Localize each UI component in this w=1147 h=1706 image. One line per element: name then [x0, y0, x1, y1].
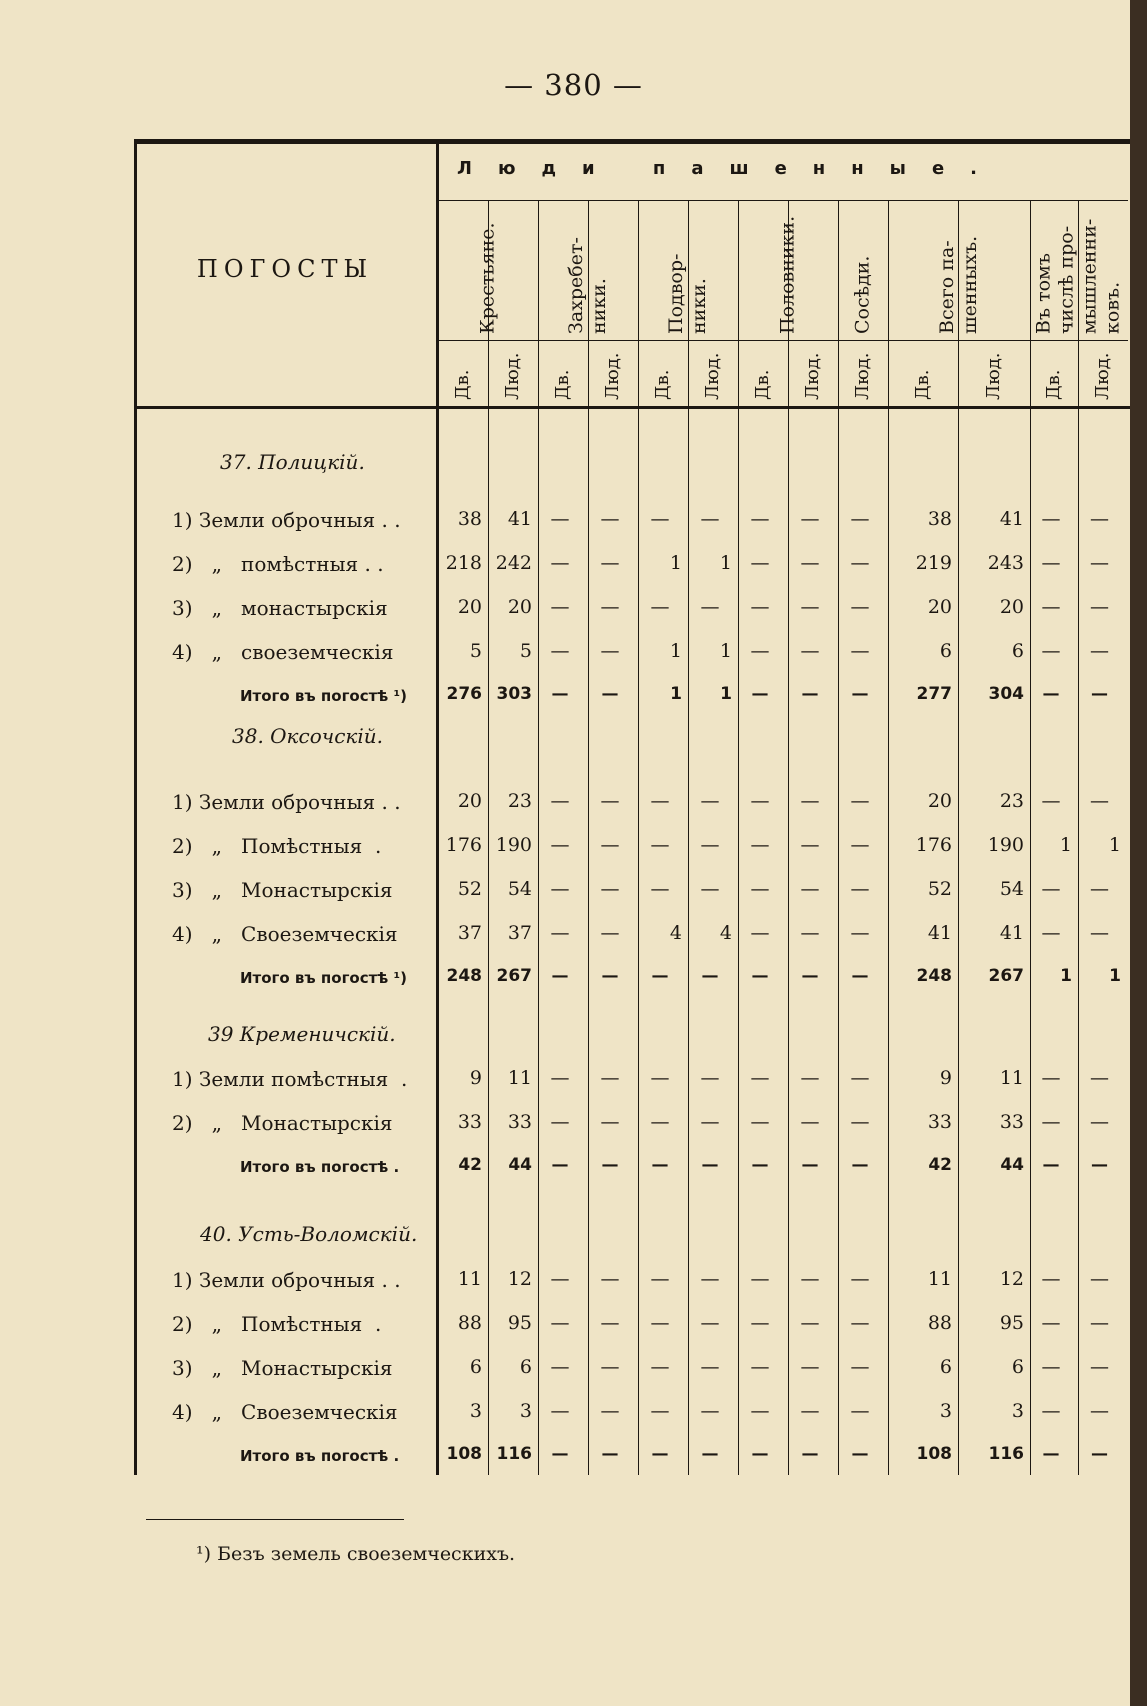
table-cell: — — [850, 508, 870, 530]
header-separator — [134, 406, 1130, 409]
table-cell: — — [750, 552, 770, 574]
table-cell: — — [650, 834, 670, 856]
row-label: 1) Земли оброчныя . . — [172, 1268, 401, 1292]
table-cell: — — [700, 1111, 720, 1133]
table-cell: — — [1090, 790, 1109, 812]
table-cell: 12 — [999, 1268, 1024, 1290]
table-cell: — — [850, 1312, 870, 1334]
sub-header: Дв. — [452, 369, 473, 400]
table-cell: — — [550, 552, 570, 574]
table-cell: — — [1041, 790, 1061, 812]
table-cell: — — [800, 922, 820, 944]
table-cell: 11 — [457, 1268, 482, 1290]
total-cell: — — [751, 1155, 769, 1175]
table-cell: 37 — [457, 922, 482, 944]
row-label: 4) „ Своеземческія — [172, 922, 398, 946]
total-row-label: Итого въ погостѣ . — [240, 1447, 400, 1465]
column-header: Сосѣди. — [851, 255, 874, 334]
table-cell: 3 — [469, 1400, 482, 1422]
table-cell: — — [650, 1111, 670, 1133]
section-title: 37. Полицкій. — [220, 450, 365, 474]
row-label: 1) Земли помѣстныя . — [172, 1067, 408, 1091]
table-cell: — — [550, 596, 570, 618]
table-cell: — — [650, 1400, 670, 1422]
table-cell: — — [600, 552, 620, 574]
table-cell: — — [1041, 508, 1061, 530]
row-label: 3) „ монастырскія — [172, 596, 388, 620]
table-cell: — — [800, 552, 820, 574]
total-cell: — — [1091, 684, 1108, 704]
table-cell: 190 — [987, 834, 1024, 856]
table-cell: 6 — [1011, 640, 1024, 662]
table-cell: — — [1041, 878, 1061, 900]
total-cell: — — [651, 1444, 669, 1464]
table-cell: 5 — [519, 640, 532, 662]
total-cell: — — [651, 1155, 669, 1175]
column-header: Захребет- ники. — [565, 237, 610, 334]
table-cell: — — [550, 790, 570, 812]
table-cell: 23 — [999, 790, 1024, 812]
row-label: 4) „ Своеземческія — [172, 1400, 398, 1424]
table-cell: — — [600, 834, 620, 856]
table-cell: 95 — [507, 1312, 532, 1334]
table-cell: 88 — [927, 1312, 952, 1334]
total-cell: 304 — [988, 684, 1024, 704]
total-cell: — — [601, 1444, 619, 1464]
total-cell: 116 — [496, 1444, 532, 1464]
sub-header: Люд. — [983, 352, 1004, 400]
table-cell: 41 — [507, 508, 532, 530]
total-cell: — — [701, 1155, 719, 1175]
table-cell: 3 — [939, 1400, 952, 1422]
table-cell: — — [1090, 596, 1109, 618]
table-cell: — — [700, 1400, 720, 1422]
table-cell: — — [650, 1067, 670, 1089]
table-cell: — — [1090, 1356, 1109, 1378]
table-cell: — — [800, 790, 820, 812]
row-label: 4) „ своеземческія — [172, 640, 394, 664]
table-cell: — — [850, 834, 870, 856]
total-cell: — — [851, 966, 869, 986]
total-cell: 267 — [988, 966, 1024, 986]
total-cell: 1 — [720, 684, 732, 704]
total-cell: 42 — [928, 1155, 952, 1175]
table-cell: — — [700, 1067, 720, 1089]
table-cell: — — [1041, 1111, 1061, 1133]
table-cell: 52 — [457, 878, 482, 900]
table-cell: 6 — [1011, 1356, 1024, 1378]
row-label: 2) „ помѣстныя . . — [172, 552, 384, 576]
table-cell: — — [600, 1067, 620, 1089]
table-cell: — — [650, 878, 670, 900]
total-cell: — — [801, 1444, 819, 1464]
table-cell: — — [600, 596, 620, 618]
table-cell: — — [700, 596, 720, 618]
table-cell: 176 — [445, 834, 482, 856]
table-cell: — — [1041, 922, 1061, 944]
table-cell: — — [750, 1356, 770, 1378]
total-cell: 42 — [458, 1155, 482, 1175]
table-cell: — — [850, 1268, 870, 1290]
table-cell: — — [850, 790, 870, 812]
table-cell: — — [750, 834, 770, 856]
total-cell: — — [1042, 1155, 1060, 1175]
table-cell: — — [700, 1312, 720, 1334]
table-cell: 6 — [469, 1356, 482, 1378]
total-cell: 1 — [1060, 966, 1072, 986]
total-cell: — — [851, 1155, 869, 1175]
table-cell: — — [1090, 508, 1109, 530]
sub-header: Люд. — [502, 352, 523, 400]
table-cell: — — [1041, 1356, 1061, 1378]
total-cell: — — [551, 1155, 569, 1175]
table-cell: — — [600, 1312, 620, 1334]
table-cell: — — [600, 508, 620, 530]
table-cell: — — [800, 1356, 820, 1378]
total-cell: — — [651, 966, 669, 986]
table-cell: — — [700, 1268, 720, 1290]
total-cell: — — [1091, 1444, 1108, 1464]
table-cell: 38 — [457, 508, 482, 530]
total-cell: — — [801, 966, 819, 986]
total-cell: 108 — [916, 1444, 952, 1464]
section-title: 40. Усть-Воломскій. — [200, 1222, 418, 1246]
table-cell: — — [650, 508, 670, 530]
sub-header: Люд. — [602, 352, 623, 400]
table-cell: 4 — [669, 922, 682, 944]
table-cell: — — [550, 878, 570, 900]
table-cell: — — [700, 790, 720, 812]
total-cell: — — [751, 1444, 769, 1464]
table-cell: 6 — [939, 1356, 952, 1378]
section-title: 39 Кременичскій. — [208, 1022, 396, 1046]
table-cell: 95 — [999, 1312, 1024, 1334]
sub-header: Люд. — [702, 352, 723, 400]
total-cell: 1 — [670, 684, 682, 704]
total-cell: 108 — [446, 1444, 482, 1464]
table-cell: — — [750, 596, 770, 618]
total-cell: — — [601, 684, 619, 704]
page-number: — 380 — — [504, 68, 643, 102]
table-cell: 88 — [457, 1312, 482, 1334]
total-cell: — — [851, 684, 869, 704]
table-cell: — — [750, 878, 770, 900]
table-cell: 5 — [469, 640, 482, 662]
table-cell: — — [850, 1356, 870, 1378]
table-cell: — — [1041, 1268, 1061, 1290]
table-cell: — — [1041, 640, 1061, 662]
table-cell: — — [650, 790, 670, 812]
table-cell: 1 — [669, 552, 682, 574]
total-cell: — — [801, 684, 819, 704]
row-label: 2) „ Помѣстныя . — [172, 1312, 382, 1336]
table-cell: 4 — [719, 922, 732, 944]
table-cell: 54 — [507, 878, 532, 900]
table-cell: — — [800, 834, 820, 856]
table-cell: — — [1041, 596, 1061, 618]
total-cell: — — [1042, 684, 1060, 704]
table-cell: — — [800, 878, 820, 900]
row-label: 2) „ Монастырскія — [172, 1111, 393, 1135]
header-rule-top — [438, 200, 1128, 201]
table-cell: — — [800, 1268, 820, 1290]
table-cell: 33 — [927, 1111, 952, 1133]
table-cell: 6 — [939, 640, 952, 662]
table-cell: — — [550, 1067, 570, 1089]
table-cell: — — [750, 1312, 770, 1334]
table-cell: — — [600, 1268, 620, 1290]
table-cell: — — [1090, 640, 1109, 662]
table-cell: — — [650, 596, 670, 618]
total-row-label: Итого въ погостѣ ¹) — [240, 687, 407, 705]
table-cell: 6 — [519, 1356, 532, 1378]
total-cell: — — [751, 966, 769, 986]
table-cell: — — [550, 834, 570, 856]
table-cell: 1 — [1059, 834, 1072, 856]
table-cell: 33 — [457, 1111, 482, 1133]
sub-header: Дв. — [912, 369, 933, 400]
footnote-rule — [146, 1519, 404, 1520]
sub-header: Дв. — [752, 369, 773, 400]
table-cell: — — [700, 878, 720, 900]
table-cell: — — [700, 508, 720, 530]
table-cell: — — [550, 1111, 570, 1133]
sub-header: Люд. — [1091, 352, 1113, 400]
section-title: 38. Оксочскій. — [232, 724, 383, 748]
table-cell: — — [550, 640, 570, 662]
table-cell: — — [800, 640, 820, 662]
table-cell: 41 — [927, 922, 952, 944]
total-cell: 248 — [446, 966, 482, 986]
table-cell: — — [800, 1312, 820, 1334]
table-cell: — — [1090, 1312, 1109, 1334]
row-label: 3) „ Монастырскія — [172, 1356, 393, 1380]
table-cell: — — [750, 640, 770, 662]
row-label: 2) „ Помѣстныя . — [172, 834, 382, 858]
header-rule-sub — [438, 340, 1128, 341]
total-cell: — — [801, 1155, 819, 1175]
table-cell: — — [700, 834, 720, 856]
sub-header: Дв. — [1043, 369, 1064, 400]
table-cell: 20 — [457, 790, 482, 812]
column-header: Всего па- шенныхъ. — [936, 235, 981, 334]
table-cell: — — [750, 508, 770, 530]
table-cell: — — [600, 790, 620, 812]
table-cell: 3 — [1011, 1400, 1024, 1422]
table-cell: — — [750, 922, 770, 944]
total-row-label: Итого въ погостѣ ¹) — [240, 969, 407, 987]
table-cell: 12 — [507, 1268, 532, 1290]
table-cell: — — [800, 596, 820, 618]
total-row-label: Итого въ погостѣ . — [240, 1158, 400, 1176]
table-cell: 54 — [999, 878, 1024, 900]
table-cell: — — [850, 552, 870, 574]
column-header: Подвор- ники. — [665, 253, 710, 334]
table-cell: — — [1090, 922, 1109, 944]
table-cell: — — [800, 1400, 820, 1422]
total-cell: — — [1091, 1155, 1108, 1175]
total-cell: — — [551, 966, 569, 986]
table-cell: — — [600, 922, 620, 944]
table-cell: — — [1041, 1400, 1061, 1422]
table-cell: 218 — [445, 552, 482, 574]
table-cell: — — [750, 1111, 770, 1133]
sub-header: Дв. — [552, 369, 573, 400]
table-cell: 190 — [495, 834, 532, 856]
table-cell: 11 — [999, 1067, 1024, 1089]
total-cell: — — [851, 1444, 869, 1464]
table-cell: — — [650, 1312, 670, 1334]
table-cell: — — [600, 640, 620, 662]
total-cell: 44 — [508, 1155, 532, 1175]
footnote: ¹) Безъ земель своеземческихъ. — [196, 1543, 516, 1565]
table-cell: — — [600, 1111, 620, 1133]
total-cell: 276 — [446, 684, 482, 704]
table-cell: — — [600, 878, 620, 900]
table-cell: — — [850, 878, 870, 900]
table-cell: 33 — [999, 1111, 1024, 1133]
table-cell: — — [600, 1356, 620, 1378]
page-edge — [1130, 0, 1147, 1706]
table-cell: 38 — [927, 508, 952, 530]
total-cell: — — [701, 1444, 719, 1464]
total-cell: 248 — [916, 966, 952, 986]
table-cell: 23 — [507, 790, 532, 812]
total-cell: 116 — [988, 1444, 1024, 1464]
total-cell: — — [551, 684, 569, 704]
table-cell: — — [850, 1067, 870, 1089]
table-cell: 9 — [469, 1067, 482, 1089]
table-cell: — — [550, 508, 570, 530]
total-cell: — — [1042, 1444, 1060, 1464]
total-cell: — — [701, 966, 719, 986]
table-cell: 52 — [927, 878, 952, 900]
table-cell: 37 — [507, 922, 532, 944]
total-cell: 44 — [1000, 1155, 1024, 1175]
table-cell: — — [550, 1312, 570, 1334]
table-cell: 219 — [915, 552, 952, 574]
table-cell: 9 — [939, 1067, 952, 1089]
table-cell: — — [800, 508, 820, 530]
table-cell: 41 — [999, 508, 1024, 530]
total-cell: — — [751, 684, 769, 704]
table-cell: — — [1090, 1268, 1109, 1290]
row-label: 1) Земли оброчныя . . — [172, 790, 401, 814]
sub-header: Люд. — [802, 352, 823, 400]
table-cell: — — [850, 1400, 870, 1422]
column-header: Половники. — [776, 215, 799, 334]
table-cell: 1 — [1108, 834, 1121, 856]
sub-header: Люд. — [852, 352, 873, 400]
table-cell: 11 — [927, 1268, 952, 1290]
row-label: 1) Земли оброчныя . . — [172, 508, 401, 532]
total-cell: — — [601, 966, 619, 986]
table-cell: — — [800, 1067, 820, 1089]
table-cell: — — [1090, 1067, 1109, 1089]
table-cell: 1 — [669, 640, 682, 662]
table-cell: — — [650, 1268, 670, 1290]
table-cell: 33 — [507, 1111, 532, 1133]
table-cell: — — [850, 596, 870, 618]
table-cell: — — [1090, 878, 1109, 900]
total-cell: 1 — [1109, 966, 1121, 986]
column-header: Въ томъ числѣ про- мышленни- ковъ. — [1032, 218, 1124, 334]
table-cell: 1 — [719, 640, 732, 662]
table-cell: — — [700, 1356, 720, 1378]
table-cell: — — [850, 640, 870, 662]
table-cell: — — [1041, 1312, 1061, 1334]
table-cell: 20 — [927, 596, 952, 618]
table-cell: — — [550, 1400, 570, 1422]
table-cell: 20 — [999, 596, 1024, 618]
total-cell: 267 — [496, 966, 532, 986]
total-cell: — — [601, 1155, 619, 1175]
table-cell: — — [1090, 1111, 1109, 1133]
table-cell: — — [850, 922, 870, 944]
table-cell: — — [1090, 1400, 1109, 1422]
table-cell: 3 — [519, 1400, 532, 1422]
row-label-column-header: ПОГОСТЫ — [196, 255, 374, 283]
table-cell: — — [650, 1356, 670, 1378]
table-cell: — — [550, 922, 570, 944]
group-title: Люди пашенные. — [457, 158, 1003, 179]
table-cell: — — [750, 1268, 770, 1290]
table-cell: — — [550, 1356, 570, 1378]
total-cell: 303 — [496, 684, 532, 704]
table-cell: — — [1090, 552, 1109, 574]
table-cell: — — [750, 1067, 770, 1089]
table-cell: 242 — [495, 552, 532, 574]
sub-header: Дв. — [652, 369, 673, 400]
table-cell: — — [850, 1111, 870, 1133]
table-cell: 1 — [719, 552, 732, 574]
table-cell: 176 — [915, 834, 952, 856]
table-cell: 243 — [987, 552, 1024, 574]
total-cell: 277 — [916, 684, 952, 704]
table-cell: — — [550, 1268, 570, 1290]
table-cell: — — [600, 1400, 620, 1422]
table-cell: — — [800, 1111, 820, 1133]
table-cell: 20 — [927, 790, 952, 812]
column-header: Крестьяне. — [476, 222, 499, 334]
total-cell: — — [551, 1444, 569, 1464]
table-cell: — — [1041, 552, 1061, 574]
row-label: 3) „ Монастырскія — [172, 878, 393, 902]
table-cell: 11 — [507, 1067, 532, 1089]
table-cell: — — [750, 1400, 770, 1422]
table-cell: 20 — [457, 596, 482, 618]
table-cell: 20 — [507, 596, 532, 618]
table-cell: 41 — [999, 922, 1024, 944]
table-cell: — — [1041, 1067, 1061, 1089]
table-cell: — — [750, 790, 770, 812]
